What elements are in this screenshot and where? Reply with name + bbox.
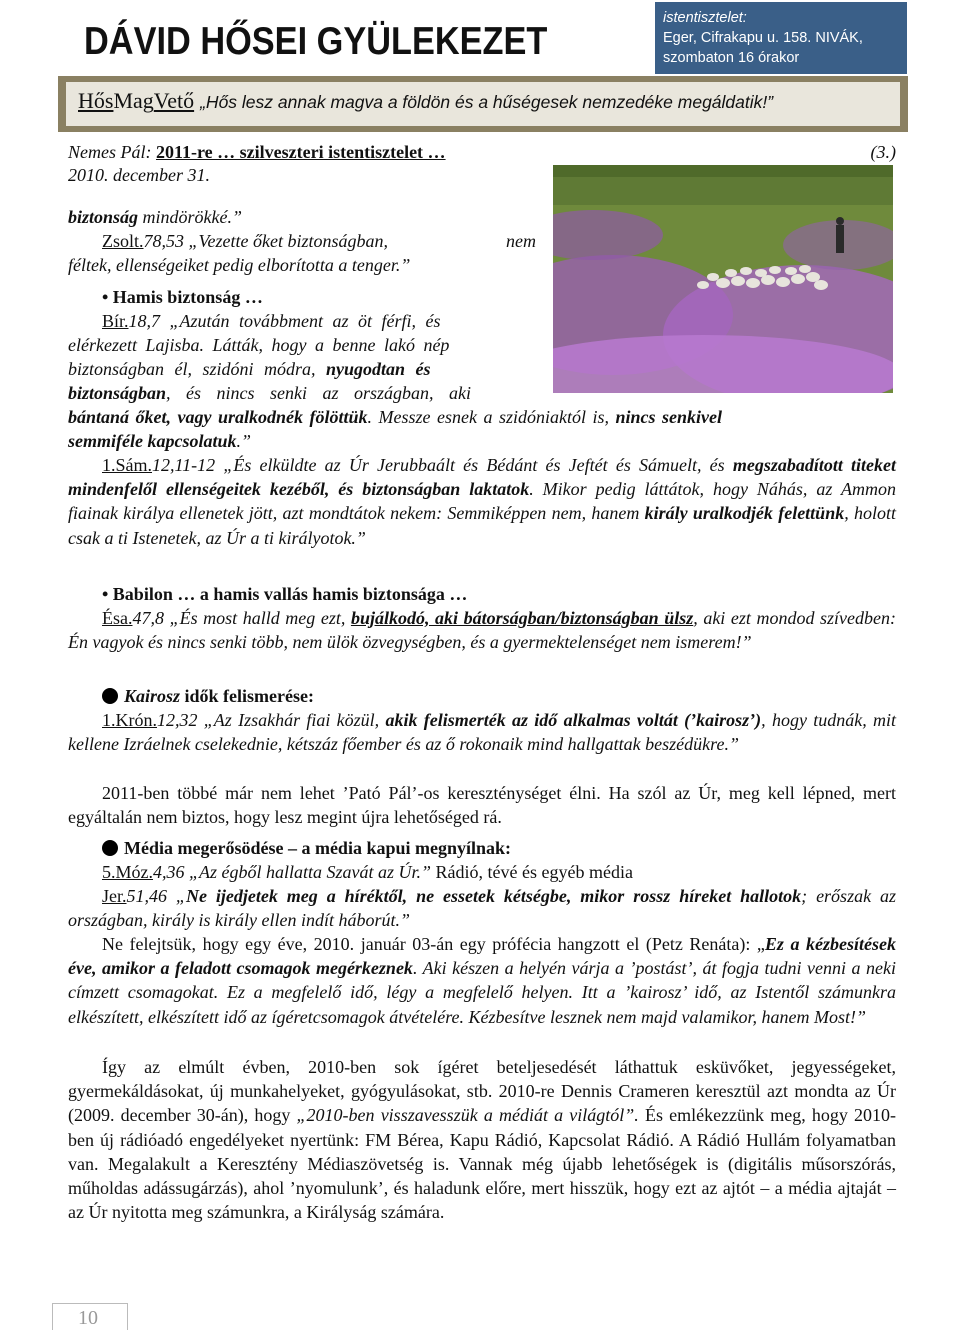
l7b: nyugodtan és — [326, 359, 431, 379]
h3a: Kairosz — [124, 686, 181, 706]
line-7 — [68, 357, 431, 381]
p8a: Így az elmúlt évben, 2010-ben sok ígéret beteljesedését láthattuk esküvőket, jegyességeket, gyermekáldásokat, új munkahelyeket, gyógyulásokat, stb. 2010-re Dennis Crameren keresztül azt mondta az Úr (2009. december 30-án), hogy — [68, 1057, 896, 1126]
para-esa — [68, 606, 896, 654]
p6c: ; erőszak az országban, király is király ellen indít háborút.” — [68, 886, 896, 931]
l9b: . Messze esnek a szidóniaktól is, — [367, 407, 616, 427]
l6: elérkezett Lajisba. — [68, 335, 204, 355]
article-author: Nemes Pál: — [68, 142, 152, 162]
p7a: Ne felejtsük, hogy egy éve, 2010. január 03-án egy prófécia hangzott el (Petz Renáta): „ — [102, 934, 765, 954]
article-part: (3.) — [870, 142, 896, 162]
p8c: És emlékezzünk meg, hogy 2010-ben új rádióadó engedélyeket nyertünk: FM Bérea, Kapu Rádió, Kapcsolat Rádió. A Rádió Hullám folyamatban van. Megalakult a Keresztény Médiaszövetség is. Vannak még újabb lehetőségek is (digitális műsorszórás, műholdas adássugárzás), ahol ’nyomulunk’, és haladunk előre, mert hisszük, hogy ezt az ajtót – a média ajtaját – az Úr nyitotta meg számunkra, a Királyság számára. — [68, 1105, 896, 1223]
p3b: akik felismerték az idő alkalmas voltát (’kairosz’) — [385, 710, 762, 730]
article-date: 2010. december 31. — [68, 165, 210, 185]
p5a: 4,36 „Az égből hallatta Szavát az Úr.” — [153, 862, 432, 882]
para-kron — [68, 708, 896, 756]
p1b: megszabadított titeket mindenfelől ellenségeitek kezéből, és biztonságban laktatok — [68, 455, 896, 500]
l8b: , és nincs senki az országban, aki — [166, 383, 472, 403]
h3b: idők felismerése: — [180, 686, 314, 706]
sam-ref: 1.Sám. — [102, 455, 153, 475]
line-2 — [68, 229, 536, 253]
article-heading — [68, 140, 896, 164]
article-title: 2011-re … szilveszteri istentisztelet … — [155, 142, 446, 162]
church-title: DÁVID HŐSEI GYÜLEKEZET — [84, 20, 548, 63]
p2c: , aki ezt mondod szívedben: Én vagyok és nincs senki több, nem ülök özvegységben, és a gyermektelenséget nem ismerem!” — [68, 608, 896, 653]
bullet-icon — [102, 840, 118, 856]
line-moz — [68, 860, 633, 884]
motto: „Hős lesz annak magva a földön és a hűségesek nemzedéke megáldatik!” — [200, 92, 774, 112]
brand-part-2: Mag — [113, 88, 154, 113]
l7a: biztonságban él, szidóni módra, — [68, 359, 327, 379]
p3a: 12,32 „Az Izsakhár fiai közül, — [157, 710, 386, 730]
heading-kairosz — [68, 684, 314, 708]
brand-name — [78, 88, 194, 113]
brand-line — [78, 88, 773, 114]
l2a: 78,53 „Vezette őket biztonságban, — [143, 231, 388, 251]
esa-ref: Ésa. — [102, 608, 133, 628]
p1a: 12,11-12 „És elküldte az Úr Jerubbaált és Bédánt és Jeftét és Sámuelt, és — [152, 455, 733, 475]
sheep-field-photo — [553, 165, 893, 393]
brand-part-3: Vető — [153, 88, 195, 113]
service-info-box — [655, 2, 907, 74]
l9a: bántaná őket, vagy uralkodnék fölöttük — [68, 407, 368, 427]
heading-false-security: • Hamis biztonság … — [102, 287, 263, 307]
line-8 — [68, 381, 471, 405]
l6b: Látták, hogy a benne lakó nép — [203, 335, 450, 355]
p3c: , hogy tudnák, mit kellene Izráelnek cselekednie, kétszáz főember és az ő rokonaik mind hallgattak beszédükre.” — [68, 710, 896, 755]
line-6 — [68, 333, 449, 357]
para-sam — [68, 453, 896, 550]
heading-babylon: • Babilon … a hamis vallás hamis biztonsága … — [102, 584, 468, 604]
para-2011: 2011-ben többé már nem lehet ’Pató Pál’-os kereszténységet élni. Ha szól az Úr, meg kell lépned, mert egyáltalán nem biztos, hogy lesz megint újra lehetőséged rá. — [68, 783, 896, 828]
p7c: . Aki készen a helyén várja a ’postást’, át fogja tudni venni a neki címzett csomagokat. Ez a megfelelő idő, légy a megfelelő helyen. Itt a ’kairosz’ idő, az Istentől számunkra elkészített, elkészített idő az ígéretcsomagok átvételére. Kézbesítve lesznek nem majd valamikor, hanem Most!” — [68, 958, 896, 1027]
p7b: Ez a kézbesítések éve, amikor a feladott csomagok megérkeznek — [68, 934, 896, 979]
l2b: nem — [506, 231, 536, 251]
service-time: szombaton 16 órakor — [663, 50, 800, 66]
p2a: 47,8 „És most halld meg ezt, — [132, 608, 351, 628]
l10: semmiféle kapcsolatuk — [68, 431, 237, 451]
line-1 — [68, 205, 242, 229]
service-label: istentisztelet: — [663, 10, 747, 26]
bir-ref: Bír. — [102, 311, 129, 331]
l1a: biztonság — [68, 207, 139, 227]
l10b: .” — [236, 431, 251, 451]
para-prophecy — [68, 932, 896, 1029]
line-3: féltek, ellenségeiket pedig elborította a tenger.” — [68, 255, 411, 275]
moz-ref: 5.Móz. — [102, 862, 153, 882]
l8a: biztonságban — [68, 383, 167, 403]
h4: Média megerősödése – a média kapui megnyílnak: — [124, 838, 511, 858]
page-number: 10 — [78, 1307, 98, 1329]
line-5 — [68, 309, 536, 333]
l9c: nincs senkivel — [615, 407, 722, 427]
p1e: , holott csak a ti Istenetek, az Úr a ti királyotok.” — [68, 503, 896, 548]
line-9 — [68, 405, 722, 429]
para-2010 — [68, 1055, 896, 1224]
zsolt-ref: Zsolt. — [102, 231, 144, 251]
heading-media — [68, 836, 511, 860]
p6a: 51,46 „ — [126, 886, 186, 906]
line-10 — [68, 429, 251, 453]
p1d: király uralkodjék felettünk — [644, 503, 845, 524]
p6b: Ne ijedjetek meg a híréktől, ne essetek kétségbe, mikor rossz híreket hallotok — [185, 886, 802, 906]
l5a: 18,7 „Azután továbbment az öt férfi, és — [128, 311, 441, 331]
p5b: Rádió, tévé és egyéb média — [431, 862, 633, 882]
l1b: mindörökké.” — [138, 207, 243, 227]
p1c: . Mikor pedig láttátok, hogy Náhás, az Ammon fiainak királya ellenetek jött, azt mondtátok nekem: Semmiképpen nem, hanem — [68, 479, 896, 524]
p2b: bujálkodó, aki bátorságban/biztonságban ülsz — [350, 608, 694, 628]
p8b: „2010-ben visszavesszük a médiát a világtól”. — [296, 1105, 639, 1126]
bullet-icon — [102, 688, 118, 704]
brand-part-1: Hős — [78, 88, 114, 113]
jer-ref: Jer. — [102, 886, 127, 906]
service-address: Eger, Cifrakapu u. 158. NIVÁK, — [663, 30, 863, 46]
kron-ref: 1.Krón. — [102, 710, 157, 730]
para-jer — [68, 884, 896, 932]
